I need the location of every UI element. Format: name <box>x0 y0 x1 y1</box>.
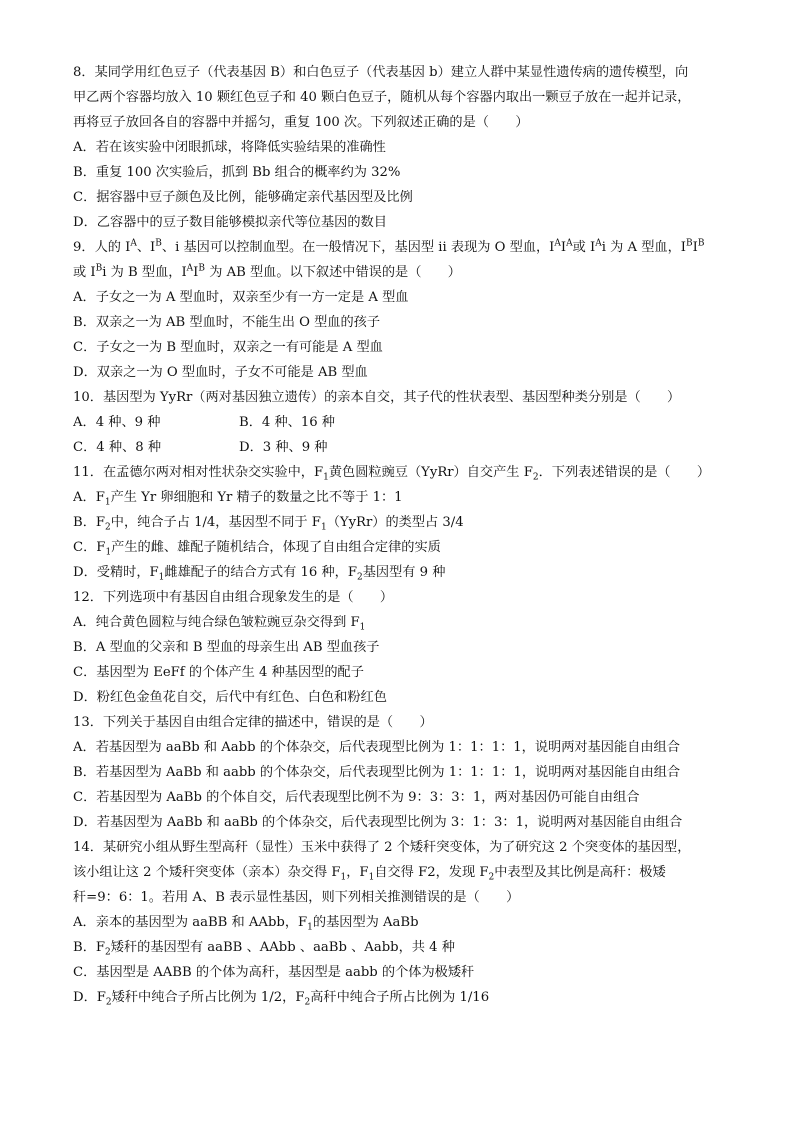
q11-option-c: C．$F_1$产生的雌、雄配子随机结合，体现了自由组合定律的实质 <box>73 540 441 558</box>
q10-stem: 10．基因型为 YyRr（两对基因独立遗传）的亲本自交，其子代的性状表型、基因型种类分别是（ ） <box>73 390 681 405</box>
q12-option-c: C．基因型为 EeFf 的个体产生 4 种基因型的配子 <box>73 665 364 680</box>
q13-option-b: B．若基因型为 AaBb 和 aabb 的个体杂交，后代表现型比例为 1：1：1：1，说明两对基因能自由组合 <box>73 765 681 780</box>
q10-option-a: A．4 种、9 种 <box>73 415 161 430</box>
q9-stem-line-1: 9．人的 $I^A$、$I^B$、i 基因可以控制血型。在一般情况下，基因型 ii 表现为 O 型血，$I^AI^A$或 $I^Ai$ 为 A 型血，$I^BI^B$ <box>73 238 705 255</box>
q10-option-d: D．3 种、9 种 <box>239 440 328 455</box>
q13-stem: 13．下列关于基因自由组合定律的描述中，错误的是（ ） <box>73 715 433 730</box>
q14-option-b: B．$F_2$矮秆的基因型有 aaBB 、AAbb 、aaBb 、Aabb，共 4 种 <box>73 940 455 958</box>
q8-option-c: C．据容器中豆子颜色及比例，能够确定亲代基因型及比例 <box>73 190 413 205</box>
q9-stem-line-2: 或 $I^Bi$ 为 B 型血，$I^AI^B$ 为 AB 型血。以下叙述中错误的是（ ） <box>73 263 461 280</box>
q12-stem: 12．下列选项中有基因自由组合现象发生的是（ ） <box>73 590 394 605</box>
q10-options-row-2 <box>73 435 733 460</box>
q13-option-c: C．若基因型为 AaBb 的个体自交，后代表现型比例不为 9：3：3：1，两对基因仍可能自由组合 <box>73 790 640 805</box>
q12-option-a: A．纯合黄色圆粒与纯合绿色皱粒豌豆杂交得到 $F_1$ <box>73 615 366 633</box>
q11-option-d: D．受精时，$F_1$雌雄配子的结合方式有 16 种，$F_2$基因型有 9 种 <box>73 565 446 583</box>
q8-option-b: B．重复 100 次实验后，抓到 Bb 组合的概率约为 32% <box>73 165 401 180</box>
q8-option-d: D．乙容器中的豆子数目能够模拟亲代等位基因的数目 <box>73 215 387 230</box>
q14-stem-line-3: 秆=9：6：1。若用 A、B 表示显性基因，则下列相关推测错误的是（ ） <box>73 890 520 905</box>
q8-stem-line-2: 甲乙两个容器均放入 10 颗红色豆子和 40 颗白色豆子，随机从每个容器内取出一颗豆子放在一起并记录， <box>73 90 691 105</box>
q12-option-d: D．粉红色金鱼花自交，后代中有红色、白色和粉红色 <box>73 690 387 705</box>
q13-option-a: A．若基因型为 aaBb 和 Aabb 的个体杂交，后代表现型比例为 1：1：1：1，说明两对基因能自由组合 <box>73 740 680 755</box>
q9-option-c: C．子女之一为 B 型血时，双亲之一有可能是 A 型血 <box>73 340 383 355</box>
q11-option-a: A．$F_1$产生 Yr 卵细胞和 Yr 精子的数量之比不等于 1：1 <box>73 490 403 508</box>
q11-stem: 11．在孟德尔两对相对性状杂交实验中，$F_1$黄色圆粒豌豆（YyRr）自交产生 $F_2$．下列表述错误的是（ ） <box>73 465 711 483</box>
q14-stem-line-1: 14．某研究小组从野生型高秆（显性）玉米中获得了 2 个矮秆突变体，为了研究这 2 个突变体的基因型， <box>73 840 691 855</box>
q10-option-b: B．4 种、16 种 <box>239 415 335 430</box>
q9-option-b: B．双亲之一为 AB 型血时，不能生出 O 型血的孩子 <box>73 315 381 330</box>
q11-option-b: B．$F_2$中，纯合子占 1/4，基因型不同于 $F_1(YyRr)$的类型占 3/4 <box>73 515 464 533</box>
q13-option-d: D．若基因型为 AaBb 和 aaBb 的个体杂交，后代表现型比例为 3：1：3：1，说明两对基因能自由组合 <box>73 815 683 830</box>
q14-option-c: C．基因型是 AABB 的个体为高秆，基因型是 aabb 的个体为极矮秆 <box>73 965 475 980</box>
q14-option-d: D．$F_2$矮秆中纯合子所占比例为 1/2，$F_2$高秆中纯合子所占比例为 1/16 <box>73 990 490 1008</box>
q8-stem-line-1: 8．某同学用红色豆子（代表基因 B）和白色豆子（代表基因 b）建立人群中某显性遗传病的遗传模型，向 <box>73 65 689 80</box>
q9-option-d: D．双亲之一为 O 型血时，子女不可能是 AB 型血 <box>73 365 368 380</box>
q10-options-row-1 <box>73 410 733 435</box>
q14-option-a: A．亲本的基因型为 aaBB 和 AAbb，$F_1$的基因型为 AaBb <box>73 915 419 933</box>
q12-option-b: B．A 型血的父亲和 B 型血的母亲生出 AB 型血孩子 <box>73 640 380 655</box>
q9-option-a: A．子女之一为 A 型血时，双亲至少有一方一定是 A 型血 <box>73 290 409 305</box>
q14-stem-line-2: 该小组让这 2 个矮秆突变体（亲本）杂交得 $F_1$，$F_1$自交得 F2，发现 $F_2$中表型及其比例是高秆：极矮 <box>73 865 666 883</box>
q8-stem-line-3: 再将豆子放回各自的容器中并摇匀，重复 100 次。下列叙述正确的是（ ） <box>73 115 529 130</box>
q8-option-a: A．若在该实验中闭眼抓球，将降低实验结果的准确性 <box>73 140 386 155</box>
q10-option-c: C．4 种、8 种 <box>73 440 162 455</box>
